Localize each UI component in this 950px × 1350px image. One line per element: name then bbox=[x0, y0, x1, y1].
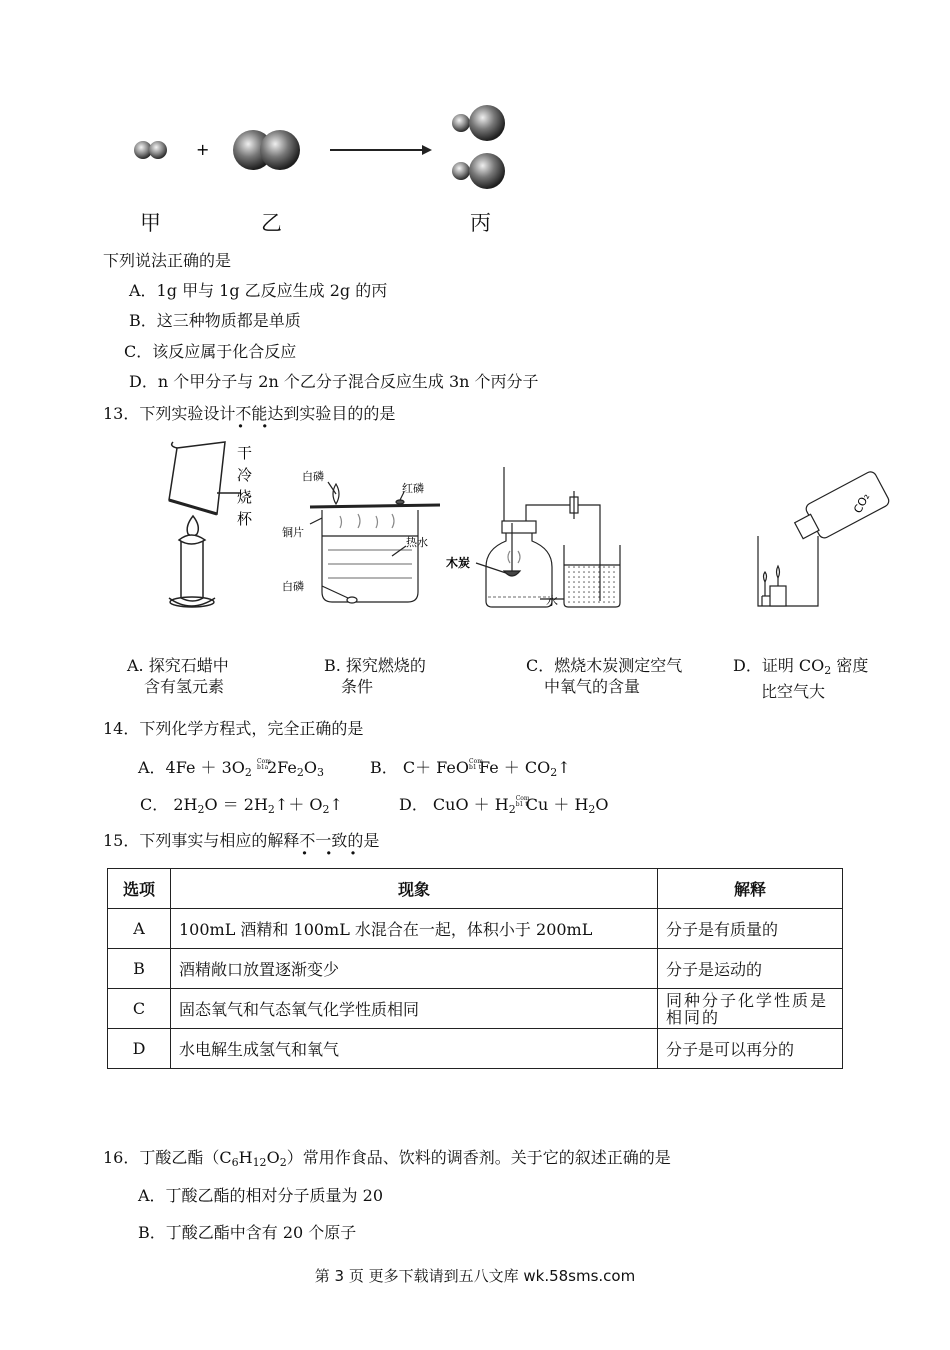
q14-option-a: A．$4Fe + 3O_2$ Com $b1a2Fe_2O_3$ bbox=[138, 758, 324, 779]
condition-tiny-a: Com b1a bbox=[257, 758, 271, 771]
table-row: D 水电解生成氢气和氧气 分子是可以再分的 bbox=[108, 1029, 843, 1069]
molecule-reaction-diagram bbox=[120, 95, 540, 205]
label-mutan: 木炭 bbox=[446, 556, 471, 570]
label-bing: 丙 bbox=[470, 211, 491, 235]
q12-option-c: C．该反应属于化合反应 bbox=[124, 342, 297, 361]
q12-stem: 下列说法正确的是 bbox=[103, 251, 232, 270]
header-option: 选项 bbox=[108, 869, 171, 909]
q14-stem: 14．下列化学方程式，完全正确的是 bbox=[103, 719, 364, 738]
figure-d-co2-pouring bbox=[748, 470, 898, 612]
reaction-arrow bbox=[330, 145, 432, 155]
q14-option-b: B． C＋ FeOCom b1 tFe ＋ $CO_2↑$ bbox=[370, 758, 571, 779]
svg-text:烧: 烧 bbox=[237, 488, 253, 506]
caption-a: A. 探究石蜡中 含有氢元素 bbox=[127, 656, 229, 696]
label-reshui: 热水 bbox=[406, 536, 428, 549]
label-yi: 乙 bbox=[261, 211, 282, 235]
q13-stem: 13．下列实验设计不能 · ·达到实验目的的是 bbox=[103, 404, 395, 424]
q14-option-c: C． $2H_2O$ ＝ $2H_2↑+$ $O_2↑$ bbox=[140, 795, 343, 816]
q12-option-b: B．这三种物质都是单质 bbox=[129, 311, 301, 330]
q12-option-a: A．1g 甲与 1g 乙反应生成 2g 的丙 bbox=[129, 281, 388, 300]
svg-text:杯: 杯 bbox=[237, 510, 253, 528]
header-explanation: 解释 bbox=[658, 869, 843, 909]
q16-stem: 16．丁酸乙酯$(C_6H_{12}O_2)$常用作食品、饮料的调香剂。关于它的叙述正确的是 bbox=[103, 1148, 671, 1169]
q16-option-a: A．丁酸乙酯的相对分子质量为 20 bbox=[138, 1186, 384, 1205]
q14-option-d: D． CuO ＋ $H_2Com$ b1 tCu ＋ $H_2O$ bbox=[399, 795, 609, 816]
label-tongpian: 铜片 bbox=[282, 526, 304, 539]
label-co2: CO₂ bbox=[851, 490, 873, 516]
table-row: B 酒精敞口放置逐渐变少 分子是运动的 bbox=[108, 949, 843, 989]
label-gan: 干 bbox=[237, 444, 253, 462]
molecule-bing bbox=[452, 105, 505, 189]
molecule-yi bbox=[233, 130, 300, 170]
caption-c: C．燃烧木炭测定空气 中氧气的含量 bbox=[526, 656, 683, 696]
emphasis-dots: 不一致 · · · bbox=[299, 831, 347, 850]
page-footer: 第 3 页 更多下载请到五八文库 wk.58sms.com bbox=[314, 1267, 636, 1285]
table-row: A 100mL 酒精和 100mL 水混合在一起，体积小于 200mL 分子是有质量的 bbox=[108, 909, 843, 949]
plus-sign: + bbox=[196, 140, 210, 159]
label-bailin-bottom: 白磷 bbox=[282, 580, 304, 593]
label-bailin-top: 白磷 bbox=[302, 470, 324, 483]
figure-c-charcoal-apparatus bbox=[442, 465, 622, 610]
label-jia: 甲 bbox=[140, 211, 161, 235]
molecule-jia bbox=[134, 141, 167, 159]
q12-option-d: D．n 个甲分子与 2n 个乙分子混合反应生成 3n 个丙分子 bbox=[129, 372, 539, 391]
table-row: C 固态氧气和气态氧气化学性质相同 同种分子化学性质是相同的 bbox=[108, 989, 843, 1029]
caption-d: D．证明 $CO_2$ 密度 比空气大 bbox=[733, 656, 869, 701]
table-header-row bbox=[108, 869, 843, 909]
emphasis-dots: 不能 · · bbox=[235, 404, 267, 423]
svg-text:冷: 冷 bbox=[237, 466, 253, 484]
figure-a-candle-beaker bbox=[155, 438, 270, 613]
q16-option-b: B．丁酸乙酯中含有 20 个原子 bbox=[138, 1223, 357, 1242]
facts-table bbox=[107, 868, 843, 1069]
label-honglin: 红磷 bbox=[402, 482, 424, 495]
q15-stem: 15．下列事实与相应的解释不一致 · · ·的是 bbox=[103, 831, 379, 851]
header-phenomenon: 现象 bbox=[171, 869, 658, 909]
caption-b: B. 探究燃烧的 条件 bbox=[324, 656, 426, 696]
figure-b-combustion-beaker bbox=[280, 460, 445, 610]
label-shui: 水 bbox=[546, 594, 559, 608]
